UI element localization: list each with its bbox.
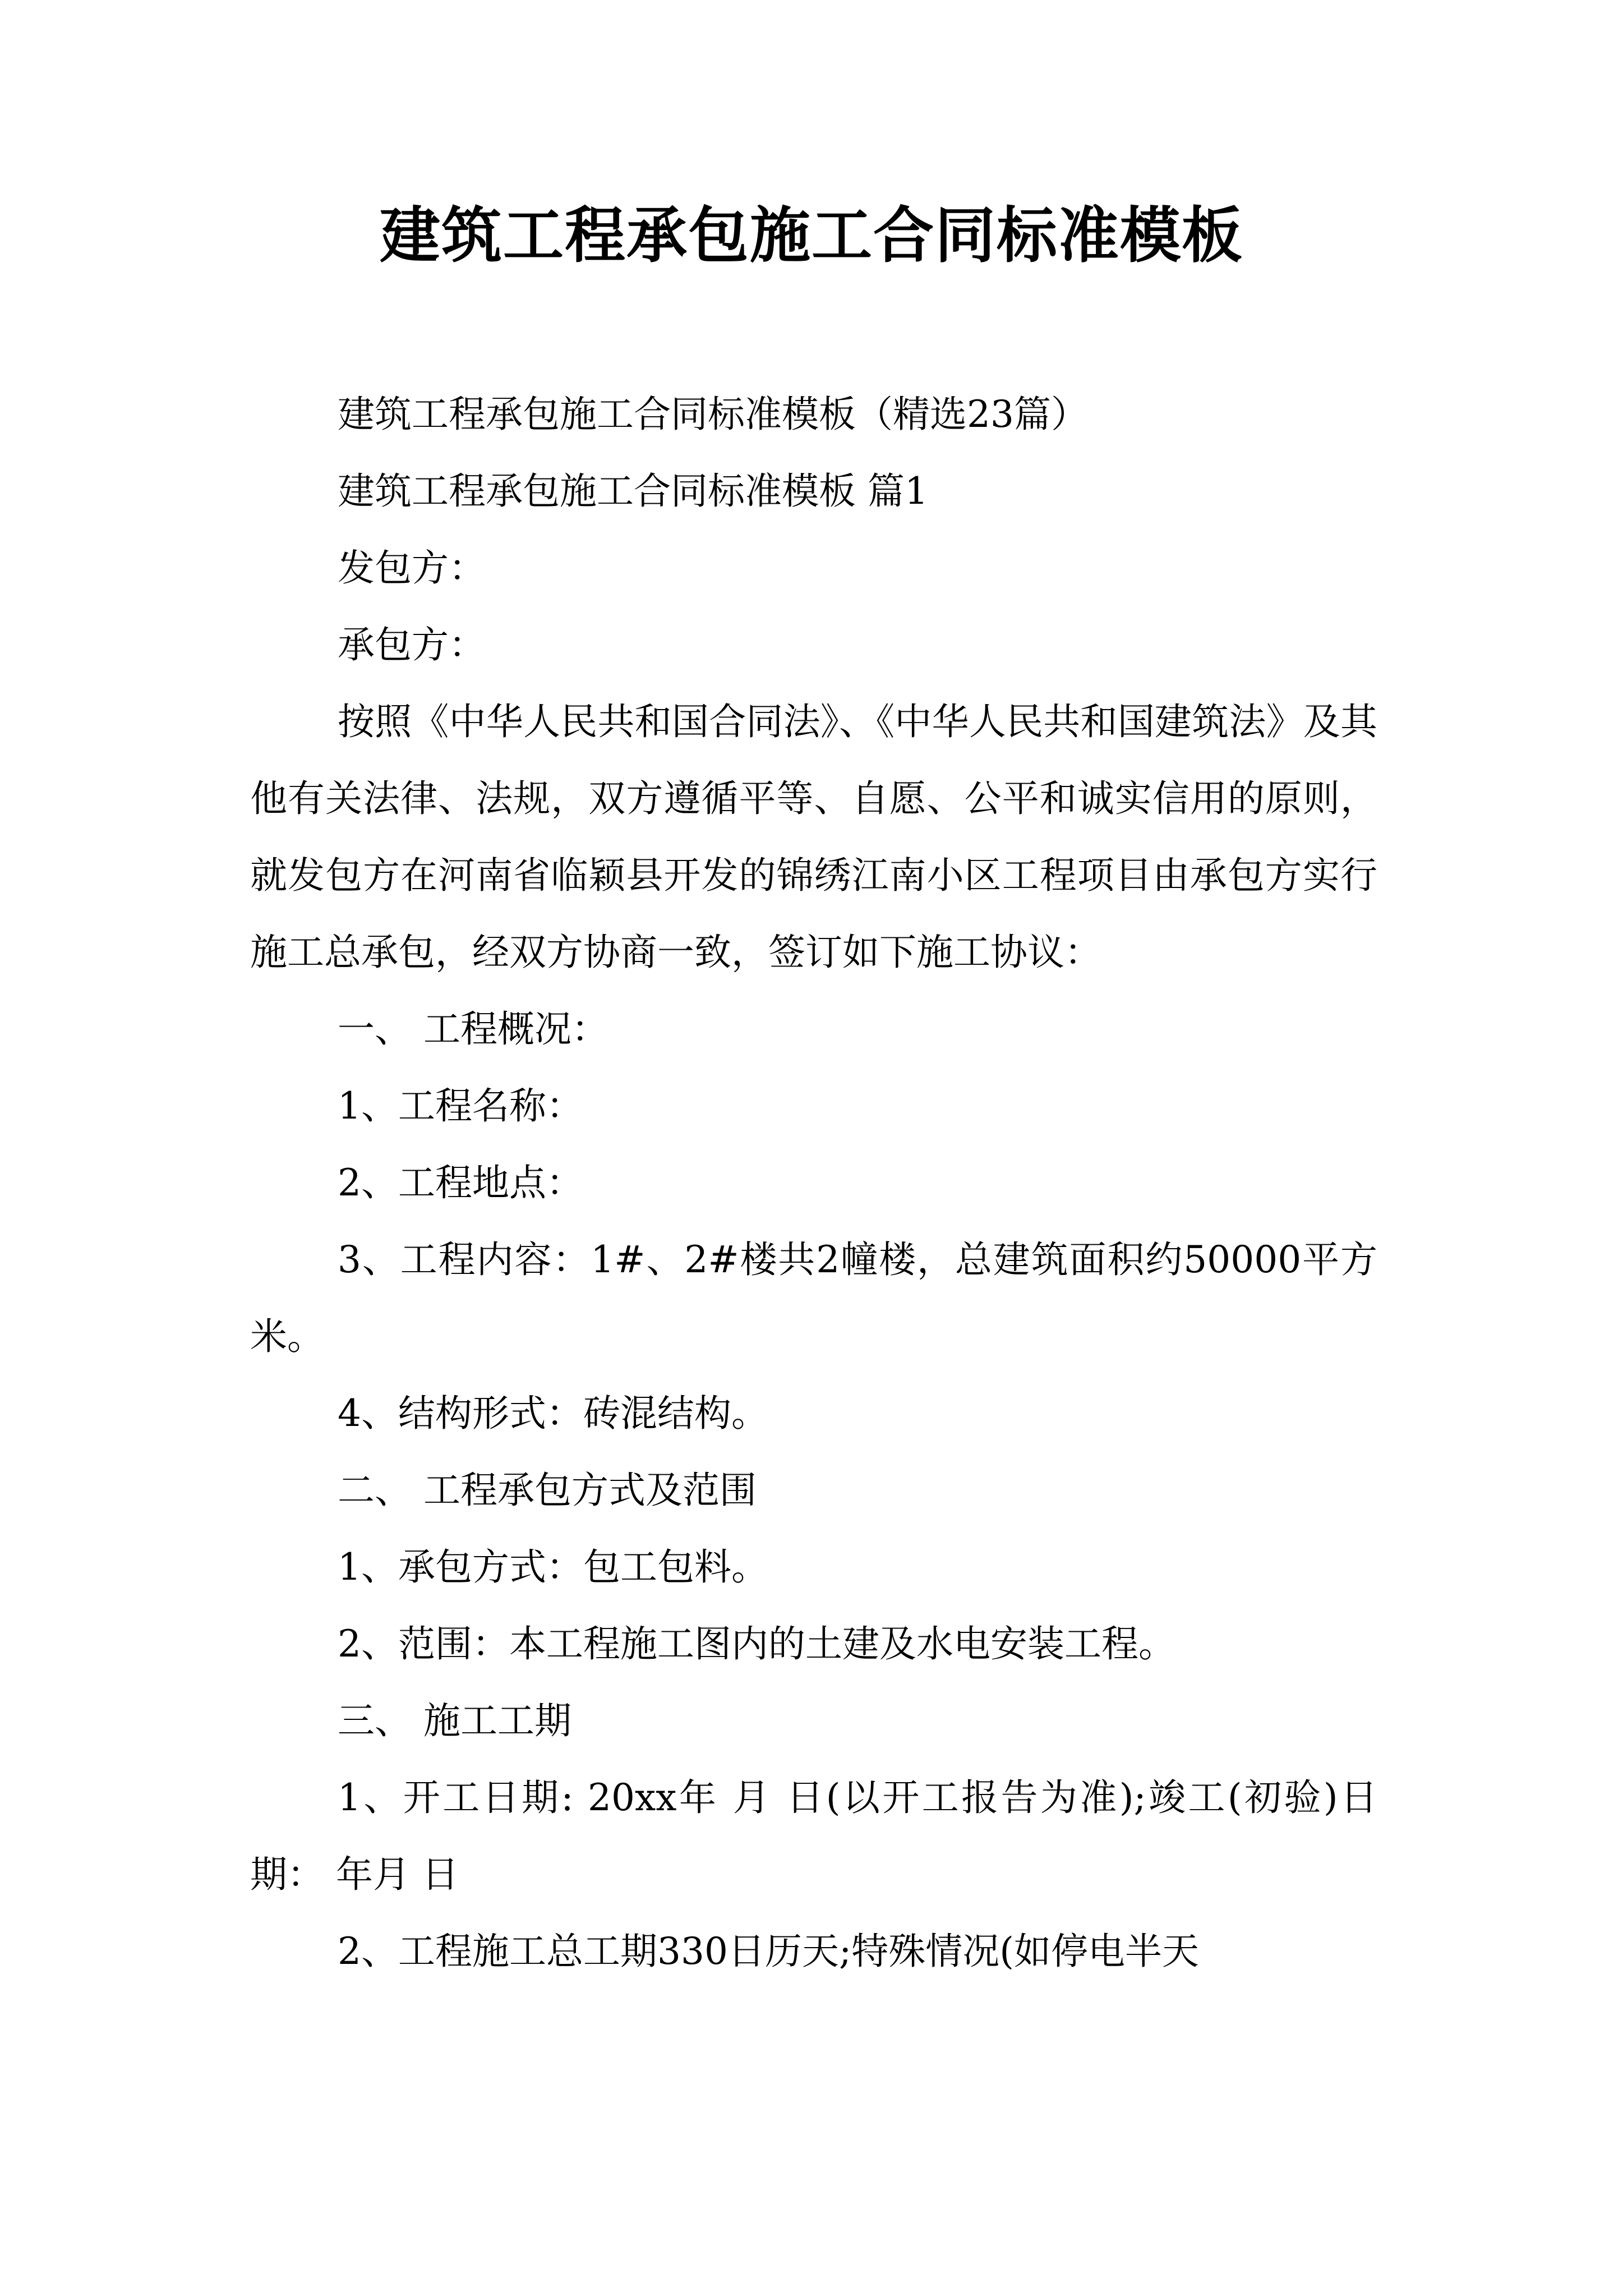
- paragraph-start-date: 1、开工日期: 20xx年 月 日(以开工报告为准);竣工(初验)日期： 年月 日: [250, 1776, 1377, 1896]
- paragraph-heading-schedule: 三、 施工工期: [338, 1699, 571, 1742]
- paragraph-subtitle: 建筑工程承包施工合同标准模板（精选23篇）: [338, 393, 1088, 436]
- paragraph-project-content: 3、工程内容：1#、2#楼共2幢楼，总建筑面积约50000平方米。: [250, 1238, 1377, 1358]
- paragraph-project-location: 2、工程地点：: [338, 1161, 583, 1204]
- document-body: [250, 376, 1377, 1990]
- paragraph-heading-overview: 一、 工程概况：: [338, 1007, 608, 1051]
- paragraph-contractor: 承包方：: [338, 623, 486, 666]
- paragraph-section-heading: 建筑工程承包施工合同标准模板 篇1: [338, 470, 928, 513]
- paragraph-contract-mode: 1、承包方式：包工包料。: [338, 1545, 768, 1589]
- paragraph-scope: 2、范围：本工程施工图内的土建及水电安装工程。: [338, 1622, 1175, 1665]
- paragraph-structure-type: 4、结构形式：砖混结构。: [338, 1392, 768, 1435]
- paragraph-heading-scope: 二、 工程承包方式及范围: [338, 1469, 757, 1512]
- document-title: 建筑工程承包施工合同标准模板: [379, 200, 1243, 271]
- paragraph-preamble: 按照《中华人民共和国合同法》、《中华人民共和国建筑法》及其他有关法律、法规，双方遵循平等、自愿、公平和诚实信用的原则，就发包方在河南省临颖县开发的锦绣江南小区工程项目由承包方实行施工总承包，经双方协商一致，签订如下施工协议：: [250, 700, 1377, 974]
- paragraph-employer: 发包方：: [338, 546, 486, 590]
- paragraph-total-duration: 2、工程施工总工期330日历天;特殊情况(如停电半天: [338, 1930, 1199, 1973]
- paragraph-project-name: 1、工程名称：: [338, 1084, 583, 1128]
